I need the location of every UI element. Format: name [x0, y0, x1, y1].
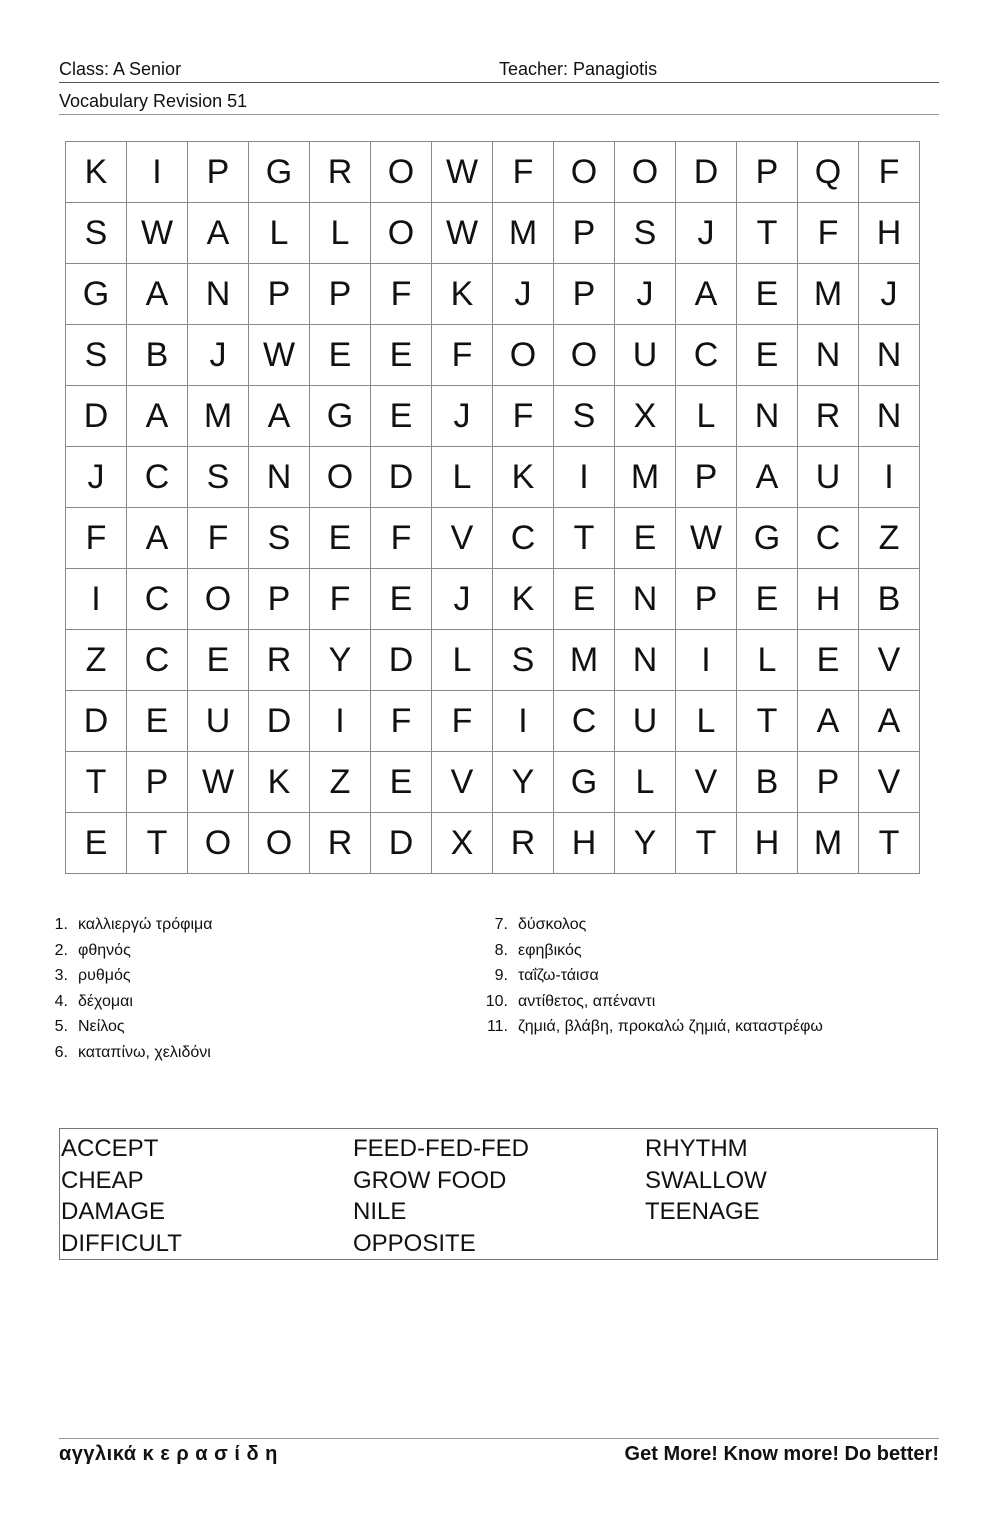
grid-cell[interactable]: E — [66, 813, 127, 874]
grid-cell[interactable]: N — [249, 447, 310, 508]
grid-cell[interactable]: S — [66, 203, 127, 264]
grid-cell[interactable]: V — [676, 752, 737, 813]
grid-cell[interactable]: G — [554, 752, 615, 813]
grid-cell[interactable]: F — [432, 325, 493, 386]
grid-cell[interactable]: E — [188, 630, 249, 691]
grid-cell[interactable]: T — [127, 813, 188, 874]
header-row-2 — [59, 90, 939, 115]
worksheet-title: Vocabulary Revision 51 — [59, 91, 248, 111]
grid-cell[interactable]: X — [615, 386, 676, 447]
grid-cell[interactable]: O — [615, 142, 676, 203]
grid-cell[interactable]: Q — [798, 142, 859, 203]
clue-item — [42, 1040, 213, 1066]
grid-cell[interactable]: I — [310, 691, 371, 752]
grid-cell[interactable]: F — [432, 691, 493, 752]
grid-cell[interactable]: K — [493, 447, 554, 508]
grid-cell[interactable]: J — [432, 386, 493, 447]
word-bank-word: CHEAP — [61, 1166, 144, 1194]
grid-cell[interactable]: Z — [859, 508, 920, 569]
grid-cell[interactable]: T — [737, 691, 798, 752]
grid-cell[interactable]: C — [127, 569, 188, 630]
grid-cell[interactable]: P — [554, 203, 615, 264]
clue-text: εφηβικός — [518, 941, 582, 959]
word-search-grid — [65, 141, 920, 874]
grid-cell[interactable]: D — [371, 813, 432, 874]
grid-cell[interactable]: C — [127, 630, 188, 691]
clue-number: 8. — [494, 941, 508, 959]
grid-cell[interactable]: O — [554, 325, 615, 386]
clue-number: 6. — [54, 1043, 68, 1061]
grid-cell[interactable]: A — [188, 203, 249, 264]
clue-text: καταπίνω, χελιδόνι — [78, 1043, 211, 1061]
grid-cell[interactable]: Z — [310, 752, 371, 813]
grid-cell[interactable]: N — [615, 630, 676, 691]
grid-cell[interactable]: X — [432, 813, 493, 874]
grid-cell[interactable]: E — [371, 752, 432, 813]
grid-cell[interactable]: K — [249, 752, 310, 813]
grid-cell[interactable]: I — [66, 569, 127, 630]
grid-cell[interactable]: R — [798, 386, 859, 447]
grid-cell[interactable]: L — [615, 752, 676, 813]
grid-cell[interactable]: F — [371, 264, 432, 325]
grid-cell[interactable]: K — [432, 264, 493, 325]
grid-cell[interactable]: P — [310, 264, 371, 325]
grid-cell[interactable]: P — [676, 569, 737, 630]
grid-cell[interactable]: A — [127, 264, 188, 325]
clue-item — [42, 912, 213, 938]
grid-cell[interactable]: M — [188, 386, 249, 447]
grid-cell[interactable]: N — [737, 386, 798, 447]
word-bank-column — [61, 1133, 182, 1259]
grid-row — [66, 325, 920, 386]
grid-cell[interactable]: I — [493, 691, 554, 752]
grid-cell[interactable]: F — [188, 508, 249, 569]
grid-cell[interactable]: T — [676, 813, 737, 874]
grid-cell[interactable]: H — [737, 813, 798, 874]
grid-cell[interactable]: L — [310, 203, 371, 264]
clue-text: αντίθετος, απέναντι — [518, 992, 656, 1010]
grid-cell[interactable]: W — [432, 203, 493, 264]
grid-cell[interactable]: O — [188, 569, 249, 630]
grid-cell[interactable]: S — [554, 386, 615, 447]
grid-row — [66, 142, 920, 203]
grid-cell[interactable]: F — [371, 508, 432, 569]
clue-item — [482, 938, 823, 964]
grid-cell[interactable]: E — [554, 569, 615, 630]
grid-cell[interactable]: N — [859, 325, 920, 386]
grid-cell[interactable]: P — [737, 142, 798, 203]
word-bank-word: ACCEPT — [61, 1135, 159, 1162]
grid-cell[interactable]: J — [859, 264, 920, 325]
grid-cell[interactable]: G — [310, 386, 371, 447]
grid-cell[interactable]: S — [188, 447, 249, 508]
grid-cell[interactable]: D — [66, 386, 127, 447]
grid-cell[interactable]: H — [554, 813, 615, 874]
clue-text: Νείλος — [78, 1018, 125, 1036]
grid-cell[interactable]: U — [798, 447, 859, 508]
grid-cell[interactable]: M — [554, 630, 615, 691]
grid-cell[interactable]: E — [310, 508, 371, 569]
grid-cell[interactable]: I — [127, 142, 188, 203]
grid-cell[interactable]: E — [798, 630, 859, 691]
grid-cell[interactable]: P — [188, 142, 249, 203]
word-bank-word: DAMAGE — [61, 1198, 166, 1225]
grid-cell[interactable]: M — [493, 203, 554, 264]
word-bank-word: SWALLOW — [645, 1166, 767, 1194]
clue-text: ρυθμός — [78, 967, 131, 985]
grid-row — [66, 691, 920, 752]
clue-item — [42, 938, 213, 964]
word-bank-word: DIFFICULT — [61, 1229, 182, 1257]
grid-row — [66, 752, 920, 813]
word-bank-word: TEENAGE — [645, 1198, 760, 1225]
grid-cell[interactable]: A — [127, 508, 188, 569]
grid-cell[interactable]: J — [188, 325, 249, 386]
footer-brand: αγγλικά κ ε ρ α σ ί δ η — [59, 1443, 278, 1465]
grid-cell[interactable]: Y — [615, 813, 676, 874]
grid-cell[interactable]: V — [859, 630, 920, 691]
grid-cell[interactable]: R — [249, 630, 310, 691]
grid-cell[interactable]: I — [554, 447, 615, 508]
grid-cell[interactable]: I — [859, 447, 920, 508]
grid-cell[interactable]: E — [737, 325, 798, 386]
grid-cell[interactable]: T — [859, 813, 920, 874]
grid-cell[interactable]: F — [493, 386, 554, 447]
grid-cell[interactable]: Z — [66, 630, 127, 691]
grid-cell[interactable]: J — [432, 569, 493, 630]
grid-cell[interactable]: E — [737, 264, 798, 325]
grid-cell[interactable]: I — [676, 630, 737, 691]
clue-text: ζημιά, βλάβη, προκαλώ ζημιά, καταστρέφω — [518, 1018, 823, 1036]
grid-cell[interactable]: V — [432, 752, 493, 813]
grid-cell[interactable]: Y — [493, 752, 554, 813]
clue-number: 4. — [54, 992, 68, 1010]
grid-cell[interactable]: O — [249, 813, 310, 874]
grid-row — [66, 386, 920, 447]
grid-cell[interactable]: U — [188, 691, 249, 752]
grid-cell[interactable]: E — [371, 386, 432, 447]
word-bank-word: OPPOSITE — [353, 1229, 476, 1257]
grid-cell[interactable]: K — [493, 569, 554, 630]
clue-item — [482, 989, 823, 1015]
grid-cell[interactable]: L — [432, 630, 493, 691]
grid-cell[interactable]: S — [615, 203, 676, 264]
grid-cell[interactable]: O — [371, 203, 432, 264]
grid-cell[interactable]: H — [859, 203, 920, 264]
word-bank-word: GROW FOOD — [353, 1166, 507, 1194]
grid-row — [66, 264, 920, 325]
grid-cell[interactable]: B — [859, 569, 920, 630]
grid-cell[interactable]: N — [798, 325, 859, 386]
grid-cell[interactable]: A — [737, 447, 798, 508]
grid-cell[interactable]: A — [127, 386, 188, 447]
grid-cell[interactable]: N — [615, 569, 676, 630]
grid-cell[interactable]: W — [127, 203, 188, 264]
grid-cell[interactable]: A — [859, 691, 920, 752]
grid-cell[interactable]: B — [737, 752, 798, 813]
grid-cell[interactable]: M — [615, 447, 676, 508]
class-label: Class: A Senior — [59, 59, 182, 79]
grid-cell[interactable]: J — [493, 264, 554, 325]
grid-cell[interactable]: F — [371, 691, 432, 752]
grid-cell[interactable]: D — [676, 142, 737, 203]
clue-number: 2. — [54, 941, 68, 959]
clue-number: 7. — [494, 916, 508, 933]
grid-row — [66, 813, 920, 874]
grid-cell[interactable]: F — [493, 142, 554, 203]
grid-row — [66, 447, 920, 508]
grid-cell[interactable]: U — [615, 325, 676, 386]
grid-row — [66, 508, 920, 569]
grid-cell[interactable]: K — [66, 142, 127, 203]
grid-cell[interactable]: S — [66, 325, 127, 386]
grid-cell[interactable]: T — [737, 203, 798, 264]
grid-cell[interactable]: E — [310, 325, 371, 386]
grid-cell[interactable]: O — [310, 447, 371, 508]
grid-cell[interactable]: D — [371, 630, 432, 691]
clue-item — [482, 963, 823, 989]
grid-cell[interactable]: M — [798, 813, 859, 874]
clues-list-right — [482, 912, 823, 1040]
grid-cell[interactable]: M — [798, 264, 859, 325]
grid-cell[interactable]: L — [676, 386, 737, 447]
grid-cell[interactable]: E — [737, 569, 798, 630]
grid-cell[interactable]: A — [798, 691, 859, 752]
grid-cell[interactable]: P — [798, 752, 859, 813]
grid-cell[interactable]: N — [859, 386, 920, 447]
clue-number: 1. — [54, 916, 68, 933]
clue-item — [482, 912, 823, 938]
grid-cell[interactable]: W — [249, 325, 310, 386]
grid-cell[interactable]: O — [554, 142, 615, 203]
grid-cell[interactable]: E — [127, 691, 188, 752]
grid-cell[interactable]: L — [432, 447, 493, 508]
grid-cell[interactable]: Y — [310, 630, 371, 691]
grid-cell[interactable]: C — [493, 508, 554, 569]
grid-cell[interactable]: V — [859, 752, 920, 813]
grid-cell[interactable]: O — [188, 813, 249, 874]
grid-cell[interactable]: E — [615, 508, 676, 569]
clue-text: φθηνός — [78, 941, 131, 959]
clue-text: καλλιεργώ τρόφιμα — [78, 916, 213, 933]
grid-cell[interactable]: G — [66, 264, 127, 325]
grid-cell[interactable]: J — [615, 264, 676, 325]
clue-item — [42, 1014, 213, 1040]
clue-number: 10. — [485, 992, 508, 1010]
grid-cell[interactable]: C — [554, 691, 615, 752]
grid-cell[interactable]: O — [493, 325, 554, 386]
grid-row — [66, 203, 920, 264]
grid-cell[interactable]: D — [66, 691, 127, 752]
grid-cell[interactable]: H — [798, 569, 859, 630]
clue-number: 5. — [54, 1018, 68, 1036]
grid-cell[interactable]: P — [127, 752, 188, 813]
clue-item — [482, 1014, 823, 1040]
grid-cell[interactable]: A — [676, 264, 737, 325]
grid-cell[interactable]: G — [737, 508, 798, 569]
clue-item — [42, 963, 213, 989]
grid-cell[interactable]: T — [66, 752, 127, 813]
clue-number: 3. — [54, 967, 68, 985]
grid-cell[interactable]: R — [310, 142, 371, 203]
grid-cell[interactable]: D — [249, 691, 310, 752]
grid-cell[interactable]: V — [432, 508, 493, 569]
grid-cell[interactable]: G — [249, 142, 310, 203]
clue-text: δύσκολος — [518, 916, 587, 933]
grid-cell[interactable]: C — [127, 447, 188, 508]
word-bank-column — [645, 1133, 767, 1228]
clue-number: 11. — [486, 1018, 508, 1036]
grid-cell[interactable]: L — [676, 691, 737, 752]
grid-cell[interactable]: O — [371, 142, 432, 203]
grid-cell[interactable]: S — [249, 508, 310, 569]
grid-cell[interactable]: W — [188, 752, 249, 813]
grid-cell[interactable]: D — [371, 447, 432, 508]
grid-cell[interactable]: L — [249, 203, 310, 264]
clues-list-left — [42, 912, 213, 1066]
grid-cell[interactable]: J — [66, 447, 127, 508]
grid-cell[interactable]: C — [798, 508, 859, 569]
grid-cell[interactable]: P — [249, 569, 310, 630]
grid-cell[interactable]: A — [249, 386, 310, 447]
grid-cell[interactable]: S — [493, 630, 554, 691]
grid-cell[interactable]: R — [493, 813, 554, 874]
clue-text: δέχομαι — [78, 992, 133, 1010]
grid-cell[interactable]: N — [188, 264, 249, 325]
grid-cell[interactable]: F — [859, 142, 920, 203]
grid-cell[interactable]: T — [554, 508, 615, 569]
header-row-1 — [59, 58, 939, 83]
grid-cell[interactable]: J — [676, 203, 737, 264]
footer-slogan: Get More! Know more! Do better! — [624, 1443, 939, 1465]
grid-row — [66, 630, 920, 691]
grid-cell[interactable]: P — [249, 264, 310, 325]
word-bank — [59, 1128, 938, 1260]
word-bank-word: NILE — [353, 1198, 407, 1225]
clue-number: 9. — [494, 967, 508, 985]
grid-cell[interactable]: E — [371, 569, 432, 630]
grid-cell[interactable]: P — [676, 447, 737, 508]
grid-row — [66, 569, 920, 630]
grid-cell[interactable]: E — [371, 325, 432, 386]
grid-cell[interactable]: F — [310, 569, 371, 630]
grid-cell[interactable]: P — [554, 264, 615, 325]
clue-item — [42, 989, 213, 1015]
grid-cell[interactable]: B — [127, 325, 188, 386]
word-bank-column — [353, 1133, 529, 1259]
teacher-label: Teacher: Panagiotis — [499, 59, 658, 79]
grid-cell[interactable]: W — [432, 142, 493, 203]
grid-cell[interactable]: L — [737, 630, 798, 691]
grid-cell[interactable]: W — [676, 508, 737, 569]
grid-cell[interactable]: R — [310, 813, 371, 874]
word-bank-word: FEED-FED-FED — [353, 1135, 529, 1162]
footer-divider — [59, 1438, 939, 1439]
grid-cell[interactable]: C — [676, 325, 737, 386]
clue-text: ταΐζω-τάισα — [518, 967, 599, 985]
grid-cell[interactable]: F — [66, 508, 127, 569]
grid-cell[interactable]: U — [615, 691, 676, 752]
grid-cell[interactable]: F — [798, 203, 859, 264]
word-bank-word: RHYTHM — [645, 1135, 748, 1162]
